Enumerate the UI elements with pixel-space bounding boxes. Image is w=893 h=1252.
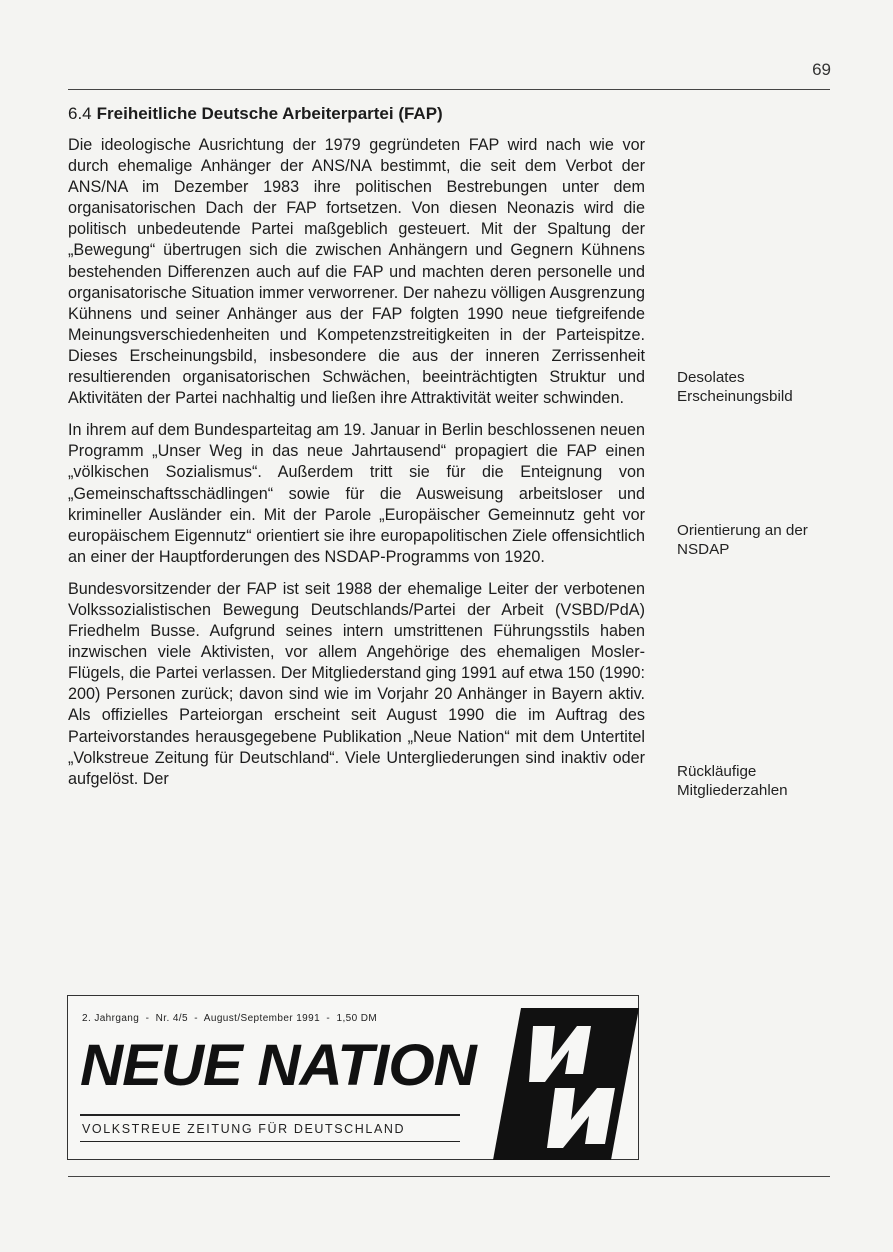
main-column <box>68 103 645 801</box>
margin-note-2: Orientierung an der NSDAP <box>677 522 808 558</box>
page-number: 69 <box>812 60 831 79</box>
masthead-rule-bottom <box>80 1141 460 1142</box>
paragraph-2: In ihrem auf dem Bundesparteitag am 19. Januar in Berlin beschlossenen neuen Programm „Unser Weg in das neue Jahrtausend“ propagiert die FAP einen „völkischen Sozialismus“. Außerdem tritt sie für die Enteignung von „Gemeinschaftsschädlingen“ sowie für die Ausweisung arbeitsloser und krimineller Ausländer ein. Mit der Parole „Europäischer Gemeinnutz geht vor europäischem Eigennutz“ orientiert sie ihre europapolitischen Ziele offensichtlich an einer der Hauptforderungen des NSDAP-Programms von 1920. <box>68 421 645 566</box>
footer-rule <box>68 1176 830 1177</box>
masthead-title: NEUE NATION <box>80 1033 476 1098</box>
margin-note-1: Desolates Erscheinungsbild <box>677 369 793 405</box>
paragraph-1: Die ideologische Ausrichtung der 1979 gegründeten FAP wird nach wie vor durch ehemalige Anhänger der ANS/NA bestimmt, die seit dem Verbot der ANS/NA im Dezember 1983 ihre politischen Bestrebungen unter dem organisatorischen Dach der FAP fortsetzen. Von diesen Neonazis wird die politisch unbedeutende Partei maßgeblich gesteuert. Mit der Spaltung der „Bewegung“ übertrugen sich die zwischen Anhängern und Gegnern Kühnens bestehenden Differenzen auch auf die FAP und machten deren personelle und organisatorische Situation immer verworrener. Der nahezu völligen Ausgrenzung Kühnens und seiner Anhänger aus der FAP folgten 1990 neue tiefgreifende Meinungsverschiedenheiten und Kompetenzstreitigkeiten in der Parteispitze. Dieses Erscheinungsbild, insbesondere die aus der inneren Zerrissenheit resultierenden organisatorischen Schwächen, beeinträchtigten Struktur und Aktivitäten der Partei nachhaltig und ließen ihre Attraktivität weiter schwinden. <box>68 136 645 408</box>
header-rule <box>68 89 830 90</box>
masthead-rule-top <box>80 1114 460 1116</box>
masthead-issue-line: 2. Jahrgang - Nr. 4/5 - August/September 1991 - 1,50 DM <box>82 1013 378 1024</box>
section-heading <box>68 103 645 125</box>
section-title: Freiheitliche Deutsche Arbeiterpartei (FAP) <box>96 104 443 123</box>
section-number: 6.4 <box>68 104 92 123</box>
margin-note-3: Rückläufige Mitgliederzahlen <box>677 763 788 799</box>
masthead-subtitle: VOLKSTREUE ZEITUNG FÜR DEUTSCHLAND <box>82 1122 406 1136</box>
nn-monogram-icon <box>493 1004 643 1164</box>
newspaper-masthead <box>67 995 639 1160</box>
paragraph-3: Bundesvorsitzender der FAP ist seit 1988 der ehemalige Leiter der verbotenen Volkssozialistischen Bewegung Deutschlands/Partei der Arbeit (VSBD/PdA) Friedhelm Busse. Aufgrund seines intern umstrittenen Führungsstils haben inzwischen viele Aktivisten, vor allem Angehörige des ehemaligen Mosler-Flügels, die Partei verlassen. Der Mitgliederstand ging 1991 auf etwa 150 (1990: 200) Personen zurück; davon sind wie im Vorjahr 20 Anhänger in Bayern aktiv. Als offizielles Parteiorgan erscheint seit August 1990 die im Auftrag des Parteivorstandes herausgegebene Publikation „Neue Nation“ mit dem Untertitel „Volkstreue Zeitung für Deutschland“. Viele Untergliederungen sind inaktiv oder aufgelöst. Der <box>68 579 645 788</box>
